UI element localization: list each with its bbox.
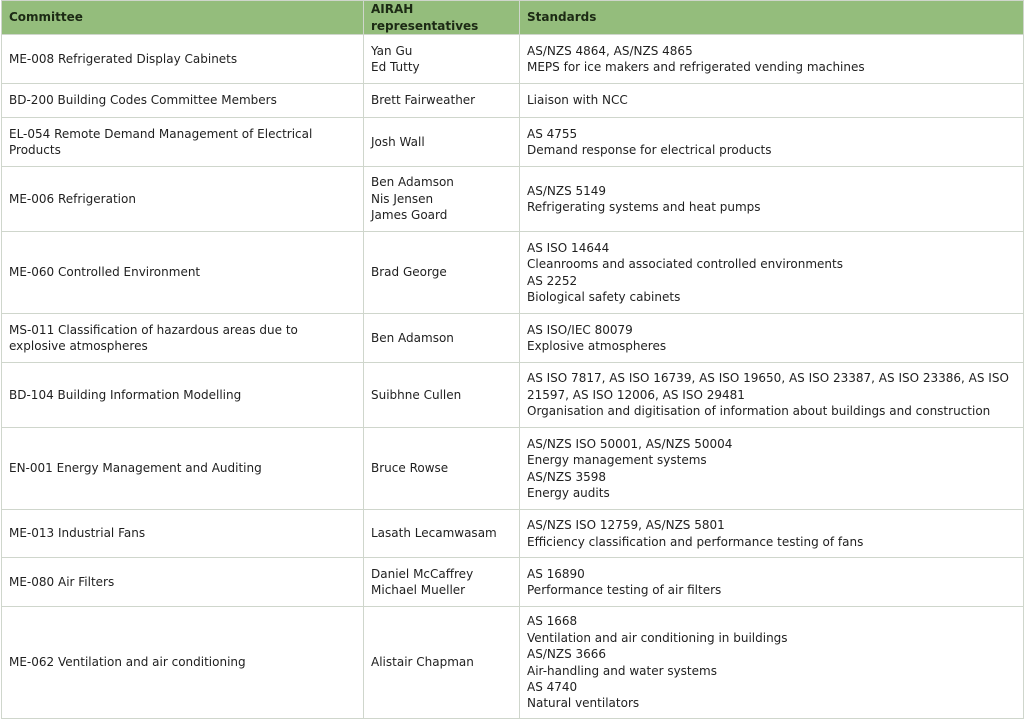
committee-cell: MS-011 Classification of hazardous areas due to explosive atmospheres (2, 314, 364, 363)
standards-cell (520, 84, 1024, 118)
standard-line: AS/NZS 3598 (527, 469, 607, 484)
representatives-cell (364, 232, 520, 314)
table-row (2, 232, 1024, 314)
standard-line: Biological safety cabinets (527, 289, 681, 304)
representatives-cell (364, 607, 520, 719)
standard-line: AS/NZS ISO 50001, AS/NZS 50004 (527, 436, 733, 451)
committees-table (1, 0, 1024, 719)
committee-cell: EN-001 Energy Management and Auditing (2, 428, 364, 510)
committee-cell: ME-060 Controlled Environment (2, 232, 364, 314)
representatives-cell (364, 428, 520, 510)
standard-line: Air-handling and water systems (527, 663, 717, 678)
committee-cell: BD-200 Building Codes Committee Members (2, 84, 364, 118)
committee-cell: ME-080 Air Filters (2, 558, 364, 607)
representative-name: Alistair Chapman (371, 655, 474, 670)
standards-cell (520, 363, 1024, 428)
representatives-cell (364, 35, 520, 84)
standard-line: AS ISO/IEC 80079 (527, 322, 633, 337)
standards-cell (520, 510, 1024, 558)
standard-line: AS 16890 (527, 566, 585, 581)
standards-cell (520, 167, 1024, 232)
representative-name: Josh Wall (371, 134, 425, 149)
standard-line: Refrigerating systems and heat pumps (527, 200, 761, 214)
representative-name: Ben Adamson (371, 175, 454, 190)
table-row (2, 558, 1024, 607)
representative-name: Lasath Lecamwasam (371, 526, 497, 541)
table-row (2, 510, 1024, 558)
standard-line: Energy management systems (527, 453, 707, 468)
standard-line: AS 1668 (527, 614, 578, 629)
representative-name: Daniel McCaffrey (371, 566, 474, 581)
representative-name: Ed Tutty (371, 60, 420, 74)
standards-cell (520, 607, 1024, 719)
standard-line: AS/NZS 5149 (527, 183, 607, 198)
standards-cell (520, 35, 1024, 84)
committee-cell: ME-013 Industrial Fans (2, 510, 364, 558)
table-row (2, 167, 1024, 232)
table-row (2, 428, 1024, 510)
representative-name: Ben Adamson (371, 330, 454, 345)
header-row (2, 1, 1024, 35)
committee-cell: EL-054 Remote Demand Management of Electrical Products (2, 118, 364, 167)
representatives-cell (364, 118, 520, 167)
representatives-cell (364, 363, 520, 428)
representative-name: Yan Gu (371, 43, 413, 58)
representatives-cell (364, 314, 520, 363)
standards-cell (520, 314, 1024, 363)
standards-cell (520, 118, 1024, 167)
standards-cell (520, 428, 1024, 510)
standard-line: AS ISO 14644 (527, 240, 610, 255)
standard-line: AS ISO 7817, AS ISO 16739, AS ISO 19650, AS ISO 23387, AS ISO 23386, AS ISO 21597, AS ISO 12006, AS ISO 29481 (527, 371, 1009, 402)
standard-line: AS/NZS 3666 (527, 647, 607, 662)
standard-line: Natural ventilators (527, 696, 640, 711)
committee-cell: ME-008 Refrigerated Display Cabinets (2, 35, 364, 84)
representative-name: Brad George (371, 265, 447, 280)
representative-name: Suibhne Cullen (371, 387, 462, 402)
standard-line: Demand response for electrical products (527, 143, 772, 157)
standard-line: AS 4755 (527, 126, 578, 141)
table-row (2, 607, 1024, 719)
standard-line: Performance testing of air filters (527, 583, 722, 597)
standards-cell (520, 558, 1024, 607)
standard-line: Efficiency classification and performance testing of fans (527, 534, 864, 549)
header-representatives: AIRAH representatives (364, 1, 520, 35)
table-row (2, 118, 1024, 167)
standard-line: AS/NZS ISO 12759, AS/NZS 5801 (527, 518, 725, 533)
standard-line: Explosive atmospheres (527, 339, 667, 353)
table-row (2, 363, 1024, 428)
standard-line: AS 4740 (527, 679, 578, 694)
representatives-cell (364, 167, 520, 232)
standard-line: AS 2252 (527, 273, 578, 288)
committee-cell: BD-104 Building Information Modelling (2, 363, 364, 428)
header-committee: Committee (2, 1, 364, 35)
committee-cell: ME-006 Refrigeration (2, 167, 364, 232)
table-row (2, 314, 1024, 363)
committee-cell: ME-062 Ventilation and air conditioning (2, 607, 364, 719)
representative-name: Bruce Rowse (371, 461, 449, 476)
representative-name: Brett Fairweather (371, 93, 476, 108)
standard-line: Organisation and digitisation of information about buildings and construction (527, 404, 991, 419)
standard-line: MEPS for ice makers and refrigerated vending machines (527, 60, 865, 74)
standard-line: AS/NZS 4864, AS/NZS 4865 (527, 43, 693, 58)
table-row (2, 84, 1024, 118)
standard-line: Cleanrooms and associated controlled environments (527, 257, 843, 272)
standard-line: Energy audits (527, 485, 610, 500)
representative-name: Michael Mueller (371, 583, 466, 597)
representatives-cell (364, 510, 520, 558)
standard-line: Liaison with NCC (527, 93, 628, 108)
representative-name: James Goard (371, 208, 448, 223)
header-standards: Standards (520, 1, 1024, 35)
representatives-cell (364, 558, 520, 607)
representative-name: Nis Jensen (371, 191, 434, 206)
standard-line: Ventilation and air conditioning in buildings (527, 630, 788, 645)
table-row (2, 35, 1024, 84)
standards-cell (520, 232, 1024, 314)
representatives-cell (364, 84, 520, 118)
